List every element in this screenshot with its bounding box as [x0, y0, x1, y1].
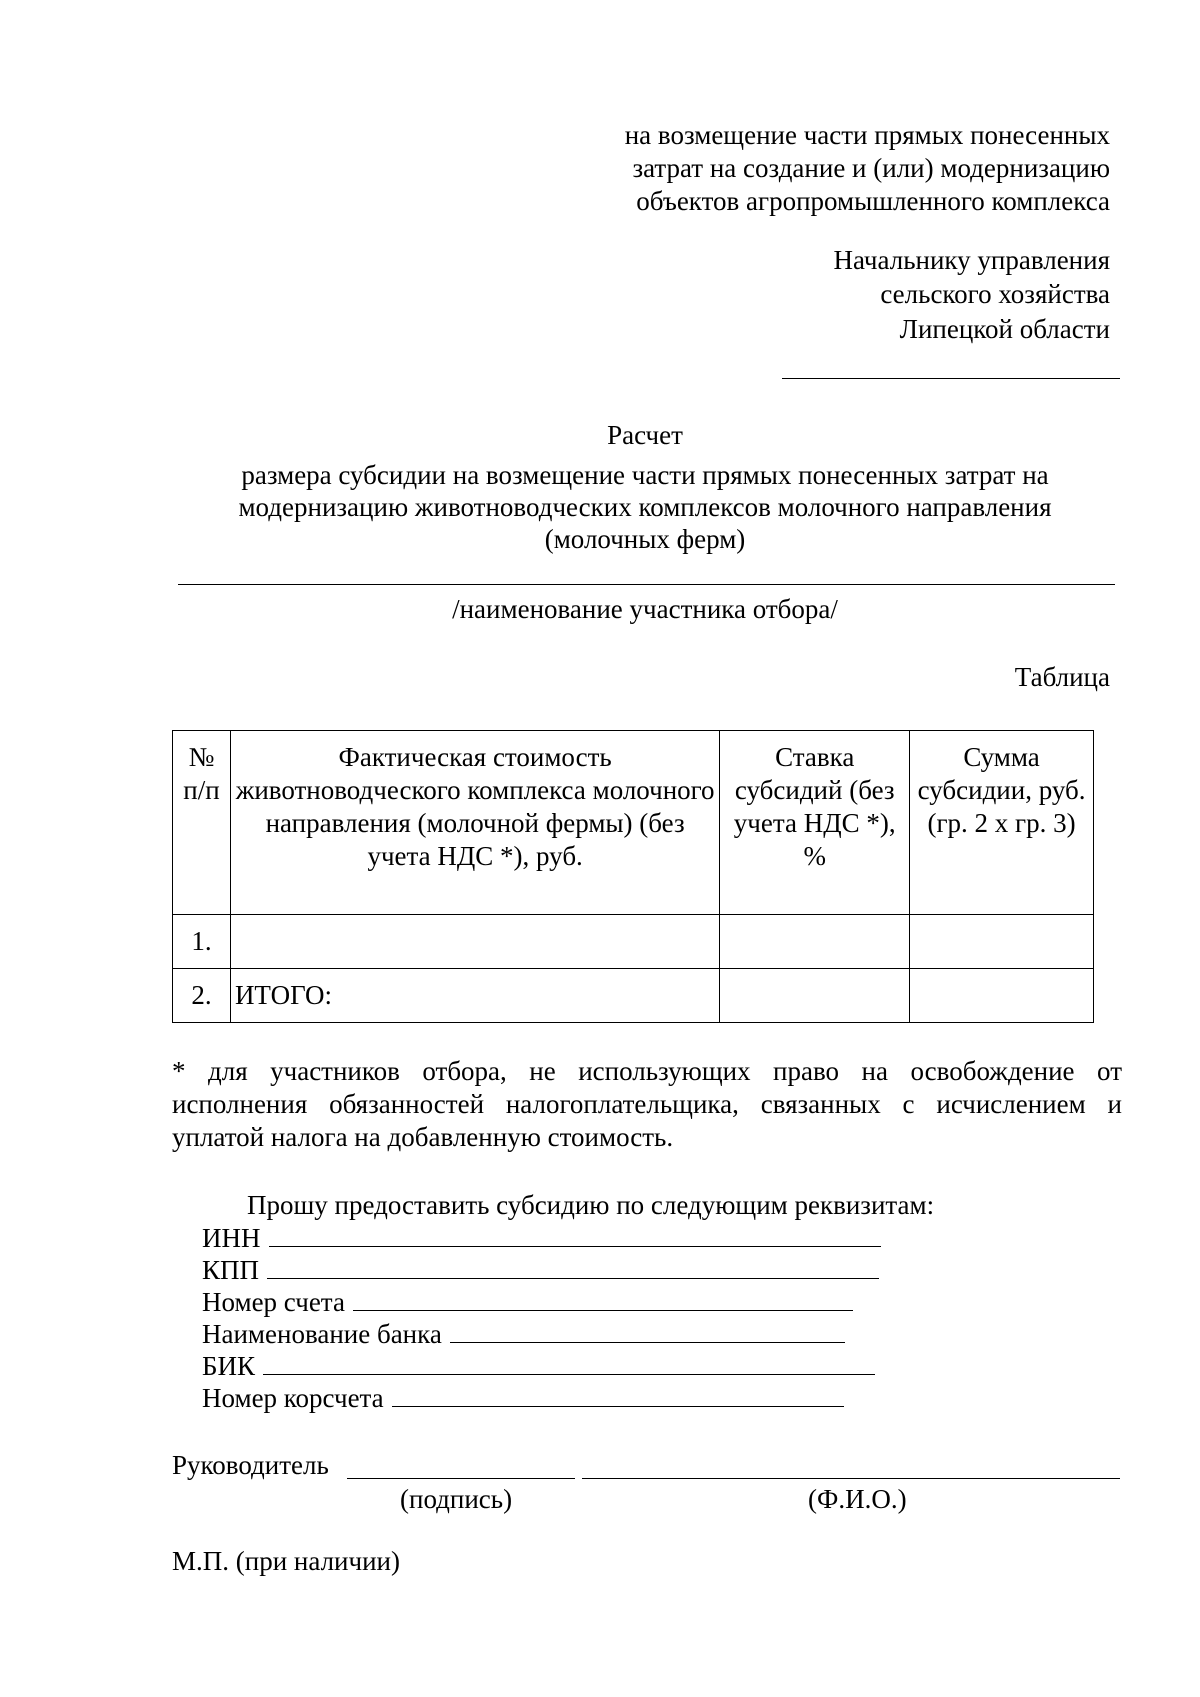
account-number-label: Номер счета — [202, 1287, 345, 1317]
table-caption: Таблица — [1014, 662, 1110, 692]
inn-field[interactable] — [269, 1222, 881, 1247]
inn-label: ИНН — [202, 1223, 261, 1253]
bik-label: БИК — [202, 1351, 256, 1381]
full-name-line[interactable] — [582, 1478, 1120, 1479]
kpp-field[interactable] — [267, 1254, 879, 1279]
header-subsidy-line-1: на возмещение части прямых понесенных — [624, 120, 1110, 150]
header-cell-number: № п/п — [173, 731, 231, 915]
document-heading: Расчет — [607, 420, 683, 450]
header-cell-subsidy-rate: Ставка субсидий (без учета НДС *), % — [720, 731, 910, 915]
corr-account-row — [202, 1382, 844, 1414]
addressee-line-3: Липецкой области — [899, 314, 1110, 344]
account-number-field[interactable] — [353, 1286, 853, 1311]
bik-row — [202, 1350, 875, 1382]
document-subtitle-line-2: модернизацию животноводческих комплексов молочного направления — [238, 492, 1052, 522]
subsidy-calculation-table — [172, 730, 1094, 1023]
bank-name-row — [202, 1318, 845, 1350]
total-amount-cell[interactable] — [910, 969, 1094, 1023]
table-row-total — [173, 969, 1094, 1023]
bank-name-field[interactable] — [450, 1318, 845, 1343]
row-number-cell: 2. — [173, 969, 231, 1023]
corr-account-field[interactable] — [392, 1382, 844, 1407]
full-name-caption: (Ф.И.О.) — [808, 1484, 907, 1514]
inn-row — [202, 1222, 881, 1254]
addressee-line-2: сельского хозяйства — [880, 279, 1110, 309]
kpp-row — [202, 1254, 879, 1286]
head-label: Руководитель — [172, 1450, 329, 1480]
signature-line[interactable] — [347, 1478, 575, 1479]
kpp-label: КПП — [202, 1255, 260, 1285]
footnote-line-1: * для участников отбора, не использующих право на освобождение от — [172, 1056, 1122, 1086]
table-row — [173, 915, 1094, 969]
vat-footnote — [172, 1055, 1122, 1154]
stamp-note: М.П. (при наличии) — [172, 1546, 400, 1576]
account-number-row — [202, 1286, 853, 1318]
header-subsidy-line-3: объектов агропромышленного комплекса — [636, 186, 1110, 216]
corr-account-label: Номер корсчета — [202, 1383, 384, 1413]
bank-name-label: Наименование банка — [202, 1319, 442, 1349]
document-subtitle-line-1: размера субсидии на возмещение части прямых понесенных затрат на — [241, 460, 1049, 490]
footnote-line-2: исполнения обязанностей налогоплательщика, связанных с исчислением и — [172, 1089, 1122, 1119]
footnote-line-3: уплатой налога на добавленную стоимость. — [172, 1122, 674, 1152]
document-subtitle-line-3: (молочных ферм) — [544, 524, 746, 554]
subsidy-rate-cell[interactable] — [720, 915, 910, 969]
signature-caption: (подпись) — [400, 1484, 513, 1514]
total-rate-cell[interactable] — [720, 969, 910, 1023]
actual-cost-cell[interactable] — [230, 915, 719, 969]
header-cell-actual-cost: Фактическая стоимость животноводческого комплекса молочного направления (молочной фермы) (без учета НДС *), руб. — [230, 731, 719, 915]
header-cell-subsidy-amount: Сумма субсидии, руб. (гр. 2 х гр. 3) — [910, 731, 1094, 915]
bik-field[interactable] — [263, 1350, 875, 1375]
row-number-cell: 1. — [173, 915, 231, 969]
total-label-cell: ИТОГО: — [230, 969, 719, 1023]
requisites-intro: Прошу предоставить субсидию по следующим реквизитам: — [247, 1190, 935, 1220]
addressee-line-1: Начальнику управления — [833, 245, 1110, 275]
participant-caption: /наименование участника отбора/ — [452, 594, 838, 624]
addressee-blank-line[interactable] — [782, 378, 1120, 379]
subsidy-amount-cell[interactable] — [910, 915, 1094, 969]
header-subsidy-line-2: затрат на создание и (или) модернизацию — [632, 153, 1110, 183]
participant-blank-line[interactable] — [178, 584, 1115, 585]
table-header-row — [173, 731, 1094, 915]
